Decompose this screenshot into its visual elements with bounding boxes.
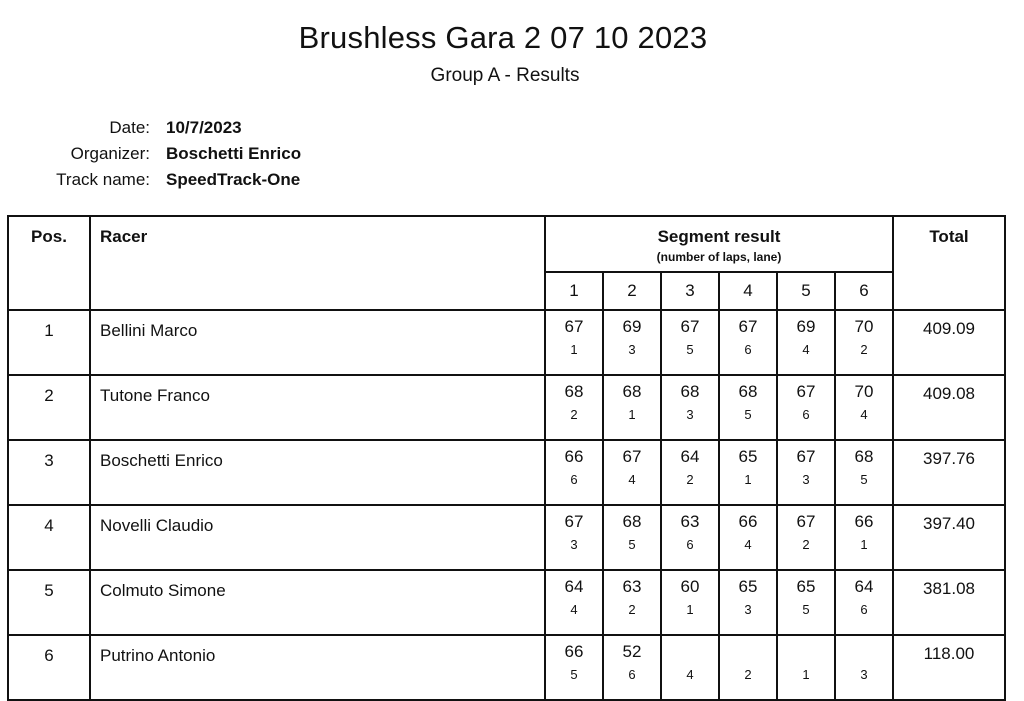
racer-name-cell: Boschetti Enrico — [90, 440, 545, 505]
laps-value: 67 — [564, 512, 584, 531]
lane-value: 5 — [686, 342, 694, 357]
segment-result-cell — [545, 570, 603, 635]
segment-result-cell — [719, 310, 777, 375]
segment-result-cell — [835, 375, 893, 440]
column-header-pos: Pos. — [8, 216, 90, 310]
racer-name-cell: Putrino Antonio — [90, 635, 545, 700]
laps-value: 64 — [680, 447, 700, 466]
segment-result-cell — [777, 440, 835, 505]
lane-value: 4 — [802, 342, 810, 357]
laps-value — [662, 642, 718, 664]
segment-result-cell — [545, 310, 603, 375]
segment-number: 2 — [603, 272, 661, 310]
segment-number: 1 — [545, 272, 603, 310]
racer-name-cell: Novelli Claudio — [90, 505, 545, 570]
page-title: Brushless Gara 2 07 10 2023 — [298, 20, 708, 55]
laps-value: 66 — [738, 512, 758, 531]
laps-value: 67 — [738, 317, 758, 336]
laps-value: 67 — [564, 317, 584, 336]
results-table — [7, 215, 1006, 701]
position-cell: 1 — [8, 310, 90, 375]
segment-result-cell — [719, 635, 777, 700]
laps-value — [778, 642, 834, 664]
laps-value: 68 — [622, 512, 642, 531]
segment-number: 3 — [661, 272, 719, 310]
segment-result-cell — [835, 635, 893, 700]
lane-value: 4 — [744, 537, 752, 552]
laps-value: 60 — [680, 577, 700, 596]
segment-result-cell — [719, 375, 777, 440]
lane-value: 5 — [860, 472, 868, 487]
table-row — [8, 310, 1005, 375]
lane-value: 1 — [686, 602, 694, 617]
laps-value — [720, 642, 776, 664]
position-cell: 3 — [8, 440, 90, 505]
laps-value: 69 — [622, 317, 642, 336]
total-cell: 381.08 — [893, 570, 1005, 635]
lane-value: 4 — [860, 407, 868, 422]
laps-value: 66 — [564, 447, 584, 466]
segment-result-cell — [777, 635, 835, 700]
info-row-track — [0, 170, 400, 196]
table-row — [8, 440, 1005, 505]
lane-value: 6 — [570, 472, 578, 487]
lane-value: 3 — [628, 342, 636, 357]
lane-value: 2 — [628, 602, 636, 617]
lane-value: 4 — [628, 472, 636, 487]
lane-value: 6 — [628, 667, 636, 682]
segment-result-cell — [545, 375, 603, 440]
lane-value: 4 — [570, 602, 578, 617]
info-label: Track name: — [56, 170, 150, 189]
segment-result-cell — [777, 570, 835, 635]
segment-result-cell — [545, 505, 603, 570]
info-value: SpeedTrack-One — [166, 170, 301, 189]
segment-result-cell — [603, 375, 661, 440]
table-row — [8, 505, 1005, 570]
segment-result-cell — [661, 505, 719, 570]
race-info — [0, 118, 400, 196]
segment-result-cell — [603, 310, 661, 375]
lane-value: 6 — [860, 602, 868, 617]
segment-result-cell — [719, 440, 777, 505]
segment-result-cell — [545, 635, 603, 700]
laps-value: 63 — [622, 577, 642, 596]
lane-value: 3 — [570, 537, 578, 552]
laps-value: 70 — [854, 382, 874, 401]
laps-value: 68 — [564, 382, 584, 401]
info-value: Boschetti Enrico — [166, 144, 302, 163]
info-value: 10/7/2023 — [166, 118, 242, 137]
table-row — [8, 375, 1005, 440]
lane-value: 2 — [686, 472, 694, 487]
segment-result-cell — [835, 310, 893, 375]
lane-value: 3 — [686, 407, 694, 422]
table-row — [8, 570, 1005, 635]
segment-result-cell — [777, 310, 835, 375]
laps-value: 64 — [564, 577, 584, 596]
laps-value: 68 — [680, 382, 700, 401]
segment-result-cell — [661, 440, 719, 505]
lane-value: 1 — [744, 472, 752, 487]
lane-value: 2 — [802, 537, 810, 552]
column-header-racer: Racer — [90, 216, 545, 310]
position-cell: 5 — [8, 570, 90, 635]
laps-value: 65 — [796, 577, 816, 596]
segment-result-cell — [719, 505, 777, 570]
laps-value: 70 — [854, 317, 874, 336]
segment-result-cell — [661, 635, 719, 700]
segment-result-cell — [661, 310, 719, 375]
lane-value: 6 — [802, 407, 810, 422]
segment-result-cell — [603, 570, 661, 635]
column-header-segment — [545, 216, 893, 272]
laps-value: 67 — [796, 447, 816, 466]
racer-name-cell: Colmuto Simone — [90, 570, 545, 635]
position-cell: 6 — [8, 635, 90, 700]
segment-result-cell — [603, 505, 661, 570]
laps-value: 67 — [680, 317, 700, 336]
lane-value: 2 — [860, 342, 868, 357]
laps-value: 68 — [738, 382, 758, 401]
lane-value: 1 — [860, 537, 868, 552]
segment-result-cell — [835, 440, 893, 505]
lane-value: 4 — [686, 667, 694, 682]
laps-value: 69 — [796, 317, 816, 336]
lane-value: 5 — [802, 602, 810, 617]
segment-result-cell — [719, 570, 777, 635]
laps-value: 65 — [738, 577, 758, 596]
total-cell: 397.40 — [893, 505, 1005, 570]
total-cell: 409.09 — [893, 310, 1005, 375]
segment-result-cell — [777, 505, 835, 570]
lane-value: 1 — [802, 667, 810, 682]
column-header-total: Total — [893, 216, 1005, 310]
position-cell: 2 — [8, 375, 90, 440]
table-row — [8, 635, 1005, 700]
segment-result-cell — [661, 570, 719, 635]
lane-value: 3 — [744, 602, 752, 617]
lane-value: 6 — [686, 537, 694, 552]
laps-value: 66 — [564, 642, 584, 661]
info-row-organizer — [0, 144, 400, 170]
segment-result-cell — [835, 505, 893, 570]
laps-value: 52 — [622, 642, 642, 661]
lane-value: 2 — [570, 407, 578, 422]
lane-value: 5 — [744, 407, 752, 422]
total-cell: 397.76 — [893, 440, 1005, 505]
laps-value: 66 — [854, 512, 874, 531]
racer-name-cell: Tutone Franco — [90, 375, 545, 440]
laps-value: 67 — [796, 382, 816, 401]
laps-value: 63 — [680, 512, 700, 531]
segment-number: 5 — [777, 272, 835, 310]
racer-name-cell: Bellini Marco — [90, 310, 545, 375]
results-body — [8, 310, 1005, 700]
laps-value: 68 — [854, 447, 874, 466]
info-label: Date: — [109, 118, 150, 137]
segment-result-cell — [545, 440, 603, 505]
header-row — [8, 216, 1005, 272]
laps-value: 67 — [796, 512, 816, 531]
page-subtitle: Group A - Results — [430, 65, 580, 86]
lane-value: 1 — [628, 407, 636, 422]
total-cell: 409.08 — [893, 375, 1005, 440]
lane-value: 6 — [744, 342, 752, 357]
segment-result-cell — [835, 570, 893, 635]
laps-value: 64 — [854, 577, 874, 596]
segment-result-cell — [661, 375, 719, 440]
info-label: Organizer: — [70, 144, 150, 163]
lane-value: 3 — [860, 667, 868, 682]
laps-value: 68 — [622, 382, 642, 401]
laps-value: 65 — [738, 447, 758, 466]
laps-value — [836, 642, 892, 664]
lane-value: 2 — [744, 667, 752, 682]
lane-value: 5 — [570, 667, 578, 682]
segment-number: 4 — [719, 272, 777, 310]
segment-title: Segment result — [657, 227, 781, 246]
lane-value: 3 — [802, 472, 810, 487]
position-cell: 4 — [8, 505, 90, 570]
segment-result-cell — [777, 375, 835, 440]
laps-value: 67 — [622, 447, 642, 466]
segment-result-cell — [603, 635, 661, 700]
info-row-date — [0, 118, 400, 144]
total-cell: 118.00 — [893, 635, 1005, 700]
segment-number: 6 — [835, 272, 893, 310]
segment-note: (number of laps, lane) — [656, 250, 782, 264]
lane-value: 5 — [628, 537, 636, 552]
lane-value: 1 — [570, 342, 578, 357]
segment-result-cell — [603, 440, 661, 505]
